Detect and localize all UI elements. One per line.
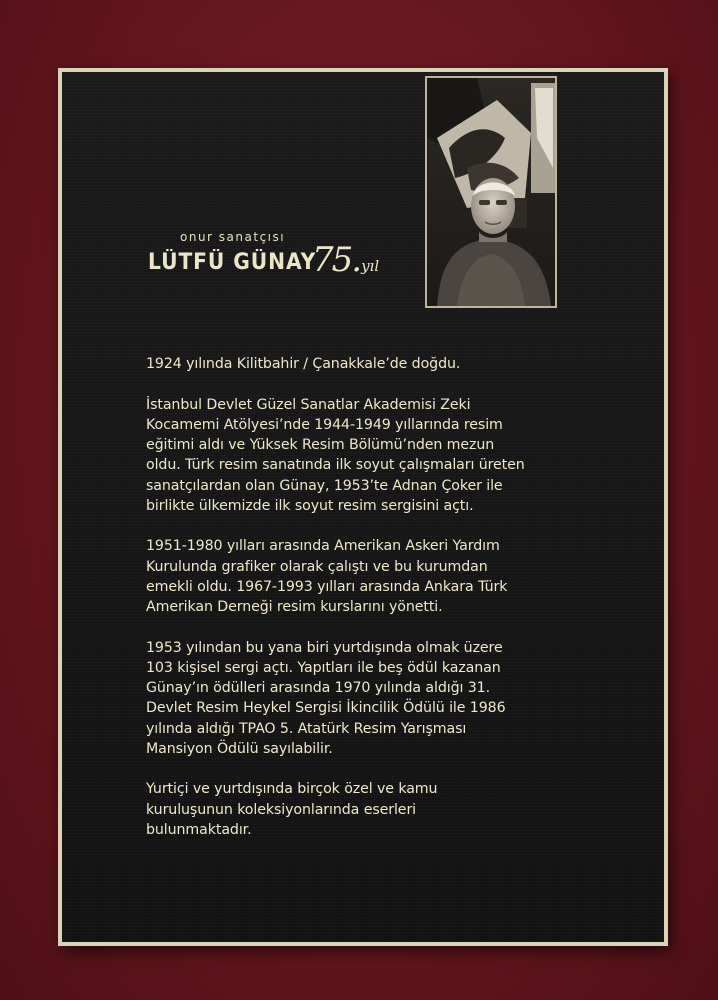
plaque-panel bbox=[62, 72, 664, 942]
bio-paragraph-exhibitions: 1953 yılından bu yana biri yurtdışında olmak üzere 103 kişisel sergi açtı. Yapıtları ile beş ödül kazanan Günay’ın ödülleri arasında 1970 yılında aldığı 31. Devlet Resim Heykel Sergisi İkincilik Ödülü ile 1986 yılında aldığı TPAO 5. Atatürk Resim Yarışması Mansiyon Ödülü sayılabilir. bbox=[146, 639, 506, 757]
artist-name: LÜTFÜ GÜNAY bbox=[148, 250, 317, 275]
plaque-frame bbox=[58, 68, 668, 946]
portrait-illustration bbox=[427, 78, 555, 306]
bio-paragraph-education: İstanbul Devlet Güzel Sanatlar Akademisi Zeki Kocamemi Atölyesi’nde 1944-1949 yıllarında resim eğitimi aldı ve Yüksek Resim Bölümü’nden mezun oldu. Türk resim sanatında ilk soyut çalışmaları üreten sanatçılardan olan Günay, 1953’te Adnan Çoker ile birlikte ülkemizde ilk soyut resim sergisini açtı. bbox=[146, 396, 525, 514]
biography-text bbox=[146, 354, 666, 861]
anniversary-unit: yıl bbox=[361, 257, 380, 275]
bio-paragraph-collections: Yurtiçi ve yurtdışında birçok özel ve kamu kuruluşunun koleksiyonlarında eserleri bulunmaktadır. bbox=[146, 781, 438, 838]
portrait-photo bbox=[425, 76, 557, 308]
anniversary-number: 75. bbox=[312, 240, 361, 280]
bio-paragraph-birth: 1924 yılında Kilitbahir / Çanakkale’de doğdu. bbox=[146, 356, 461, 372]
honorary-artist-label: onur sanatçısı bbox=[180, 230, 286, 244]
bio-paragraph-career: 1951-1980 yılları arasında Amerikan Askeri Yardım Kurulunda grafiker olarak çalıştı ve bu kurumdan emekli oldu. 1967-1993 yılları arasında Ankara Türk Amerikan Derneği resim kurslarını yönetti. bbox=[146, 538, 508, 616]
anniversary-mark bbox=[312, 240, 379, 280]
